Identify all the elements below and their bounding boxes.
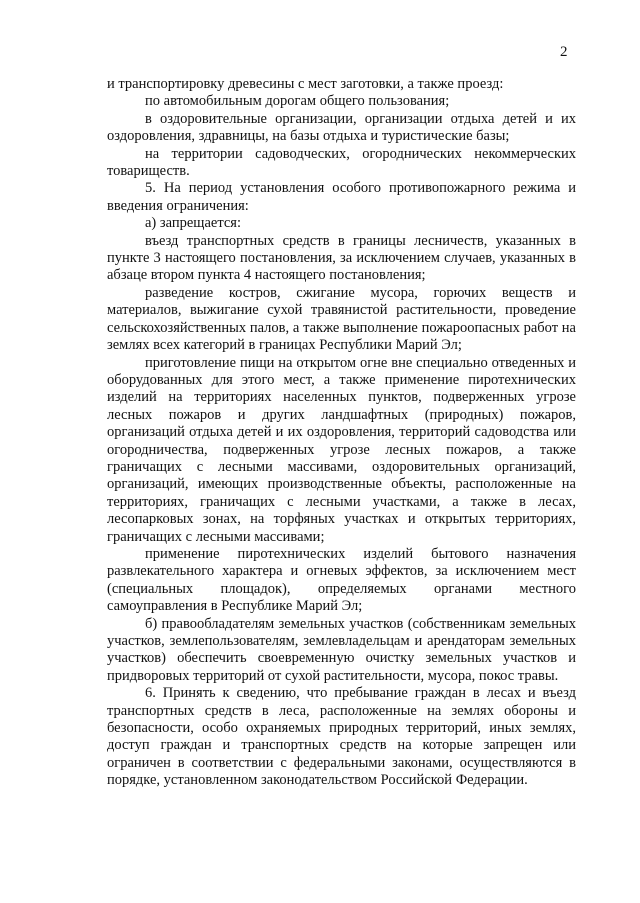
paragraph: и транспортировку древесины с мест заготовки, а также проезд: — [107, 76, 504, 92]
paragraph: в оздоровительные организации, организации отдыха детей и их оздоровления, здравницы, на базы отдыха и туристические базы; — [107, 110, 576, 145]
paragraph: приготовление пищи на открытом огне вне специально отведенных и оборудованных для этого мест, а также применение пиротехнических изделий на территориях населенных пунктов, подверженных угрозе лесных пожаров и других ландшафтных (природных) пожаров, организаций отдыха детей и их оздоровления, территорий садоводства или огородничества, подверженных угрозе лесных пожаров, а также граничащих с лесными массивами, оздоровительных организаций, организаций, имеющих производственные объекты, расположенные на территориях, граничащих с лесными участками, а также в лесах, лесопарковых зонах, на торфяных участках и открытых территориях, граничащих с лесными массивами; — [107, 354, 576, 545]
paragraph: а) запрещается: — [145, 215, 241, 232]
paragraph: въезд транспортных средств в границы лесничеств, указанных в пункте 3 настоящего постановления, за исключением случаев, указанных в абзаце втором пункта 4 настоящего постановления; — [107, 232, 576, 284]
paragraph: б) правообладателям земельных участков (собственникам земельных участков, землепользователям, землевладельцам и арендаторам земельных участков) обеспечить своевременную очистку земельных участков и придворовых территорий от сухой растительности, мусора, покос травы. — [107, 615, 576, 684]
paragraph: на территории садоводческих, огороднических некоммерческих товариществ. — [107, 145, 576, 180]
paragraph: по автомобильным дорогам общего пользования; — [145, 93, 450, 110]
paragraph: 5. На период установления особого противопожарного режима и введения ограничения: — [107, 180, 576, 214]
paragraph: разведение костров, сжигание мусора, горючих веществ и материалов, выжигание сухой травянистой растительности, проведение сельскохозяйственных палов, а также выполнение пожароопасных работ на землях всех категорий в границах Республики Марий Эл; — [107, 284, 576, 354]
paragraph: применение пиротехнических изделий бытового назначения развлекательного характера и огневых эффектов, за исключением мест (специальных площадок), определяемых органами местного самоуправления в Республике Марий Эл; — [107, 545, 576, 615]
paragraph: 6. Принять к сведению, что пребывание граждан в лесах и въезд транспортных средств в леса, расположенные на землях обороны и безопасности, особо охраняемых природных территорий, иных землях, доступ граждан и транспортных средств на которые запрещен или ограничен в соответствии с федеральными законами, осуществляются в порядке, установленном законодательством Российской Федерации. — [107, 685, 576, 789]
page-number: 2 — [560, 44, 568, 60]
document-body — [107, 76, 576, 790]
